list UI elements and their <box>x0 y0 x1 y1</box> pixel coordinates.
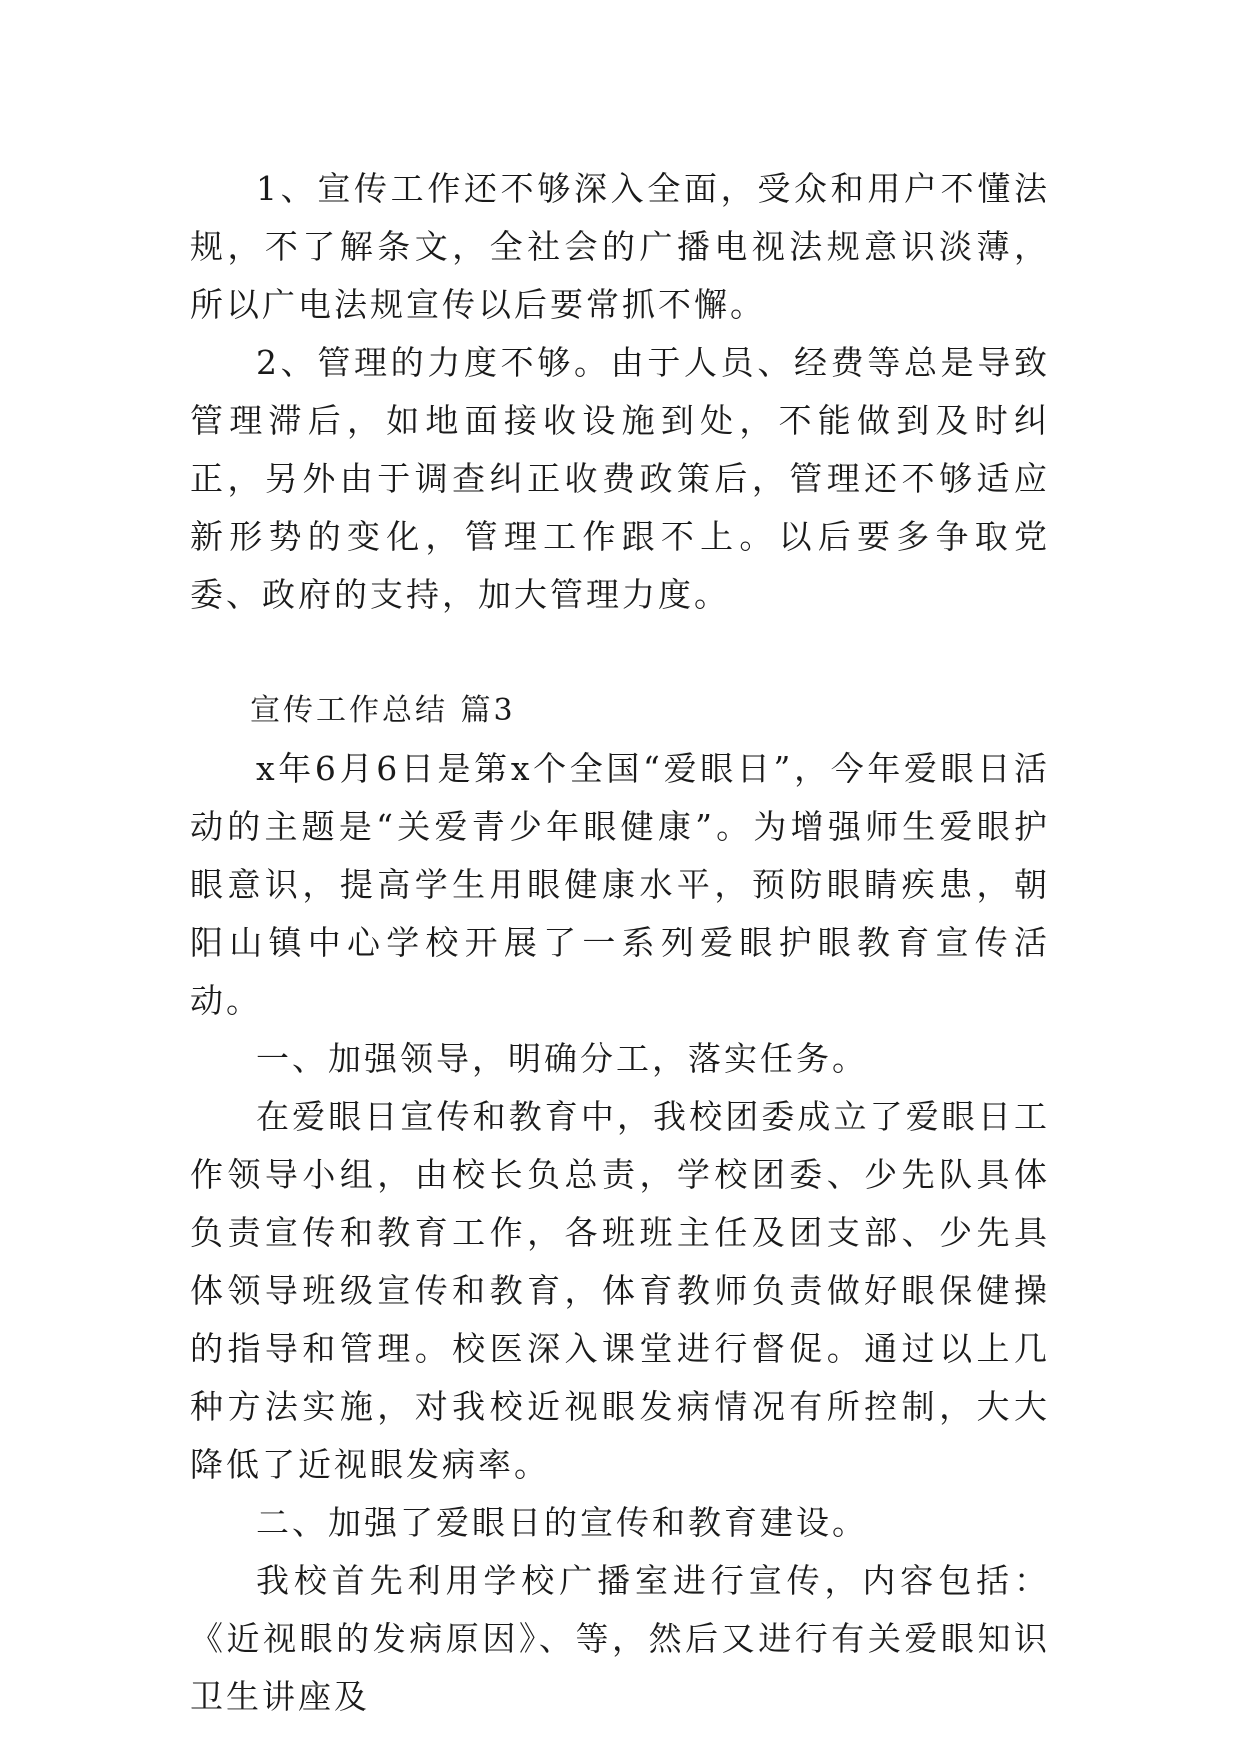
heading-publicity: 二、加强了爱眼日的宣传和教育建设。 <box>256 1503 868 1542</box>
section-title: 宣传工作总结 篇3 <box>250 693 516 728</box>
paragraph-publicity: 我校首先利用学校广播室进行宣传，内容包括：《近视眼的发病原因》、等，然后又进行有关爱眼知识卫生讲座及 <box>190 1561 1050 1716</box>
document-body <box>190 160 1050 1726</box>
paragraph-management-issue: 2、管理的力度不够。由于人员、经费等总是导致管理滞后，如地面接收设施到处，不能做到及时纠正，另外由于调查纠正收费政策后，管理还不够适应新形势的变化，管理工作跟不上。以后要多争取党委、政府的支持，加大管理力度。 <box>190 343 1050 614</box>
paragraph-leadership: 在爱眼日宣传和教育中，我校团委成立了爱眼日工作领导小组，由校长负总责，学校团委、少先队具体负责宣传和教育工作，各班班主任及团支部、少先具体领导班级宣传和教育，体育教师负责做好眼保健操的指导和管理。校医深入课堂进行督促。通过以上几种方法实施，对我校近视眼发病情况有所控制，大大降低了近视眼发病率。 <box>190 1097 1050 1484</box>
heading-leadership: 一、加强领导，明确分工，落实任务。 <box>256 1039 868 1078</box>
paragraph-publicity-issue: 1、宣传工作还不够深入全面，受众和用户不懂法规，不了解条文，全社会的广播电视法规意识淡薄，所以广电法规宣传以后要常抓不懈。 <box>190 169 1050 324</box>
paragraph-eye-day-intro: x年6月6日是第x个全国“爱眼日”，今年爱眼日活动的主题是“关爱青少年眼健康”。为增强师生爱眼护眼意识，提高学生用眼健康水平，预防眼睛疾患，朝阳山镇中心学校开展了一系列爱眼护眼教育宣传活动。 <box>190 749 1050 1020</box>
